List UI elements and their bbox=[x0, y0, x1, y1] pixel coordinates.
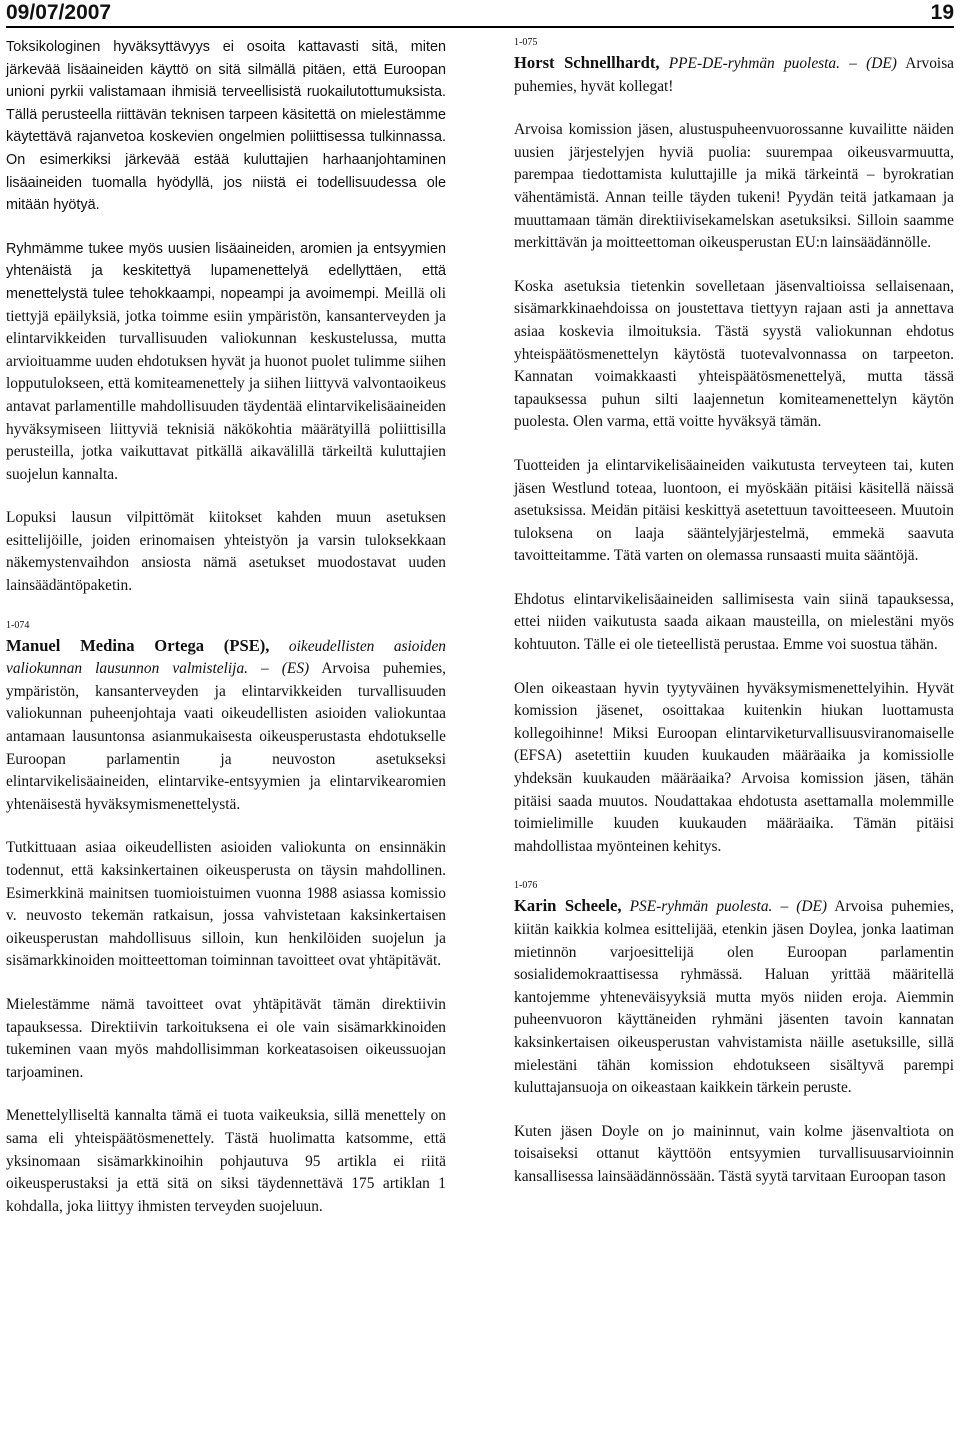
paragraph: Tuotteiden ja elintarvikelisäaineiden vaikutusta terveyteen tai, kuten jäsen Westlund toteaa, luontoon, ei myöskään pitäisi käsitellä näissä asetuksissa. Meidän pitäisi keskittyä asetettuun tavoitteeseen. Muutoin tuloksena on laaja sääntelyjärjestelmä, emmekä saavuta tavoitteitamme. Tätä varten on olemassa runsaasti muita sääntöjä. bbox=[514, 456, 954, 565]
procedure-number: 1-074 bbox=[6, 619, 30, 631]
speaker-affiliation: oikeudellisten asioiden valiokunnan lausunnon valmistelija. – bbox=[6, 637, 446, 678]
page-number: 19 bbox=[930, 1, 954, 24]
paragraph: Mielestämme nämä tavoitteet ovat yhtäpitävät tämän direktiivin tapauksessa. Direktiivin tarkoituksena ei ole vain sisämarkkinoiden tukeminen vaan myös mahdollisimman korkeatasoisen oikeussuojan tarjoaminen. bbox=[6, 995, 446, 1081]
speaker-affiliation: PPE-DE-ryhmän puolesta. – bbox=[668, 55, 857, 72]
paragraph: Menettelylliseltä kannalta tämä ei tuota vaikeuksia, sillä menettely on sama eli yhteispäätösmenettely. Tästä huolimatta katsomme, että yksinomaan sisämarkkinoihin pohjautuva 95 artikla ei riitä oikeusperustaksi ja että sitä on siksi täydennettävä 175 artiklan 1 kohdalla, joka liittyy ihmisten terveyden suojeluun. bbox=[6, 1107, 446, 1215]
paragraph: Arvoisa komission jäsen, alustuspuheenvuorossanne kuvailitte näiden uusien järjestelyjen hyviä puolia: suurempaa oikeusvarmuutta, parempaa tiedottamista kuluttajille ja mikä tärkeintä – byrokratian vähentämistä. Annan teille täyden tukeni! Pyydän teitä jatkamaan ja muuttamaan tämän direktiivisekamelskan asetuksiksi. Silloin saamme merkittävän ja moitteettoman oikeusperustan EU:n lainsäädännölle. bbox=[514, 121, 954, 252]
speech-paragraph bbox=[514, 895, 954, 1099]
paragraph: Toksikologinen hyväksyttävyys ei osoita kattavasti sitä, miten järkevää lisäaineiden käyttö on sitä silmällä pitäen, että Euroopan unioni pyrkii valistamaan ihmisiä terveellisistä ruokailutottumuksista. Tällä perusteella riittävän teknisen tarpeen käsitettä on mielestämme käytettävä rajanvetoa koskevien ongelmien poliittisessa tulkinnassa. On esimerkiksi järkevää estää kuluttajien harhaanjohtaminen lisäaineiden tuomalla hyödyllä, jos niistä ei todellisuudessa ole mitään hyötyä. bbox=[6, 39, 446, 214]
procedure-number: 1-075 bbox=[514, 37, 538, 48]
language-code: (DE) bbox=[796, 898, 828, 916]
paragraph: Kuten jäsen Doyle on jo maininnut, vain kolme jäsenvaltiota on toisaiseksi ottanut käyttöön entsyymien turvallisuusarvioinnin kansallisessa lainsäädännössään. Tästä syytä tarvitaan Euroopan tason bbox=[514, 1122, 954, 1185]
page-header bbox=[6, 0, 954, 28]
header-date: 09/07/2007 bbox=[6, 1, 112, 24]
language-code: (DE) bbox=[866, 55, 897, 72]
speech-paragraph bbox=[514, 52, 954, 98]
speech-paragraph bbox=[6, 635, 446, 817]
paragraph: Tutkittuaan asiaa oikeudellisten asioiden valiokunta on ensinnäkin todennut, että kaksinkertainen oikeusperusta on täysin mahdollinen. Esimerkkinä mainitsen tuomioistuimen vuonna 1988 asiassa komissio v. neuvosto tekemän ratkaisun, jossa vahvistetaan kaksinkertaisen oikeusperustan mahdollisuus silloin, kun henkilöiden suojelun ja sisämarkkinoiden moitteettoman toiminnan tavoitteet ovat yhtäpitävät. bbox=[6, 839, 446, 970]
right-column bbox=[514, 36, 954, 1210]
speaker-name: Karin Scheele, bbox=[514, 896, 622, 916]
paragraph: Lopuksi lausun vilpittömät kiitokset kahden muun asetuksen esittelijöille, joiden erinomaisen yhteistyön ja varsin tuloksekkaan näkemystenvaihdon ansiosta nämä asetukset muodostavat uuden lainsäädäntöpaketin. bbox=[6, 509, 446, 595]
paragraph-serif-part: Meillä oli tiettyjä epäilyksiä, jotka toimme esiin ympäristön, kansanterveyden ja elintarvikkeiden turvallisuuden valiokunnan keskustelussa, mutta arvioituamme uuden ehdotuksen hyvät ja huonot puolet tulimme siihen lopputulokseen, että komiteamenettely ja siihen liittyvä valvontaoikeus antavat parlamentille mahdollisuuden täydentää elintarvikelisäaineiden hyväksymiseen liittyviä teknisiä näkökohtia määrätyillä poliittisilla perusteilla, jotka vaikuttavat pitkällä aikavälillä tärkeiltä kuluttajien suojelun kannalta. bbox=[6, 284, 447, 483]
left-column bbox=[6, 36, 446, 1239]
paragraph: Koska asetuksia tietenkin sovelletaan jäsenvaltioissa sellaisenaan, sisämarkkinaehdoissa on joustettava tiettyyn rajaan asti ja annettava asiaa koskevia ilmoituksia. Tästä syystä valiokunnan ehdotus yhteispäätösmenettelyn käytöstä tuotevalvonnassa on tarpeeton. Kannatan voimakkaasti yhteispäätösmenettelyä, mutta tässä tapauksessa puhun silti laajennetun komiteamenettelyn käytön puolesta. Olen varma, että voitte hyväksyä tämän. bbox=[514, 277, 954, 431]
speech-text: Arvoisa puhemies, ympäristön, kansanterveyden ja elintarvikkeiden turvallisuuden valiokunnan puheenjohtaja vaati oikeudellisten asioiden valiokuntaa antamaan lausuntonsa asianmukaisesta oikeusperustasta ehdotukselle Euroopan parlamentin ja neuvoston asetukseksi elintarvikelisäaineiden, elintarvike-entsyymien ja elintarvikearomien yhtenäisestä hyväksymismenettelystä. bbox=[6, 660, 446, 813]
paragraph: Ehdotus elintarvikelisäaineiden sallimisesta vain siinä tapauksessa, ettei niiden vaikutusta saada aikaan mausteilla, on mielestäni myös kohtuuton. Tälle ei ole tieteellistä perustaa. Emme voi suostua tähän. bbox=[514, 590, 954, 654]
procedure-number: 1-076 bbox=[514, 880, 538, 892]
speech-text: Arvoisa puhemies, kiitän kaikkia kolmea esittelijää, etenkin jäsen Doylea, jonka laatiman mietinnön varjoesittelijä olen Euroopan parlamentin sosialidemokraattisessa ryhmässä. Haluan yrittää määritellä kantojemme yhteneväisyyksiä mutta myös niiden eroja. Aiemmin puheenvuoron käyttäneiden ryhmäni jäsenten tavoin kannatan kaksinkertaisen oikeusperustan vahvistamista näille asetuksille, sillä mielestäni tähän komission ehdotukseen sisältyvä parempi kuluttajansuoja on oikeastaan kaikkein tärkein peruste. bbox=[514, 898, 954, 1097]
speech-text: Arvoisa puhemies, hyvät kollegat! bbox=[514, 55, 955, 95]
speaker-name: Manuel Medina Ortega (PSE), bbox=[6, 635, 270, 655]
speaker-affiliation: PSE-ryhmän puolesta. – bbox=[629, 898, 789, 916]
paragraph bbox=[6, 238, 446, 487]
speaker-name: Horst Schnellhardt, bbox=[514, 53, 660, 72]
paragraph: Olen oikeastaan hyvin tyytyväinen hyväksymismenettelyihin. Hyvät komission jäsenet, osoittakaa kuitenkin hiukan luottamusta kollegoihinne! Miksi Euroopan elintarviketurvallisuusviranomaiselle (EFSA) asetettiin kuuden kuukauden määräaika ja komissiolle yhdeksän kuukauden määräaika? Arvoisa komission jäsen, tähän pitäisi saada muutos. Noudattakaa ehdotusta asettamalla molemmille toimielimille kuuden kuukauden määräaika. Tämän pitäisi mahdollistaa myönteinen kehitys. bbox=[514, 679, 954, 855]
paragraph-sans-part: Ryhmämme tukee myös uusien lisäaineiden, aromien ja entsyymien yhtenäistä ja keskitettyä lupamenettelyä edellyttäen, että menettelystä tulee tehokkaampi, nopeampi ja avoimempi. bbox=[6, 240, 446, 302]
language-code: (ES) bbox=[281, 660, 310, 678]
